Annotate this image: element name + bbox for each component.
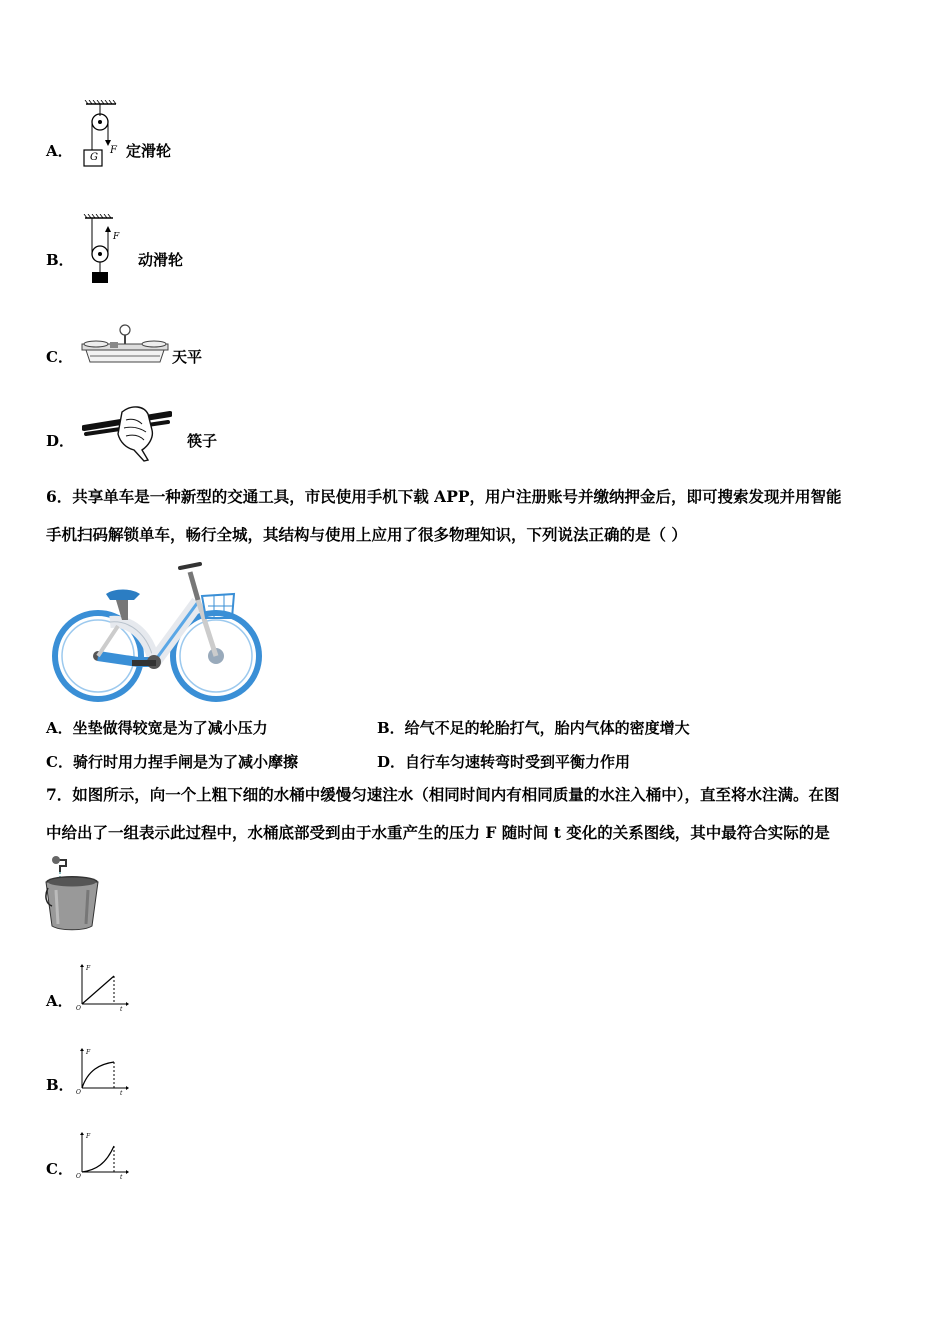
q6-stem-line2: 手机扫码解锁单车，畅行全城，其结构与使用上应用了很多物理知识，下列说法正确的是（ ）	[46, 525, 687, 544]
q6-stem-line1: 6．共享单车是一种新型的交通工具，市民使用手机下载 APP，用户注册账号并缴纳押金后，即可搜索发现并用智能	[46, 487, 842, 506]
q5-option-b-caption: 动滑轮	[138, 251, 184, 269]
q7-stem-line2: 中给出了一组表示此过程中，水桶底部受到由于水重产生的压力 F 随时间 t 变化的关系图线，其中最符合实际的是	[46, 823, 830, 842]
chopsticks-hand-figure	[82, 404, 172, 462]
graph-concave-up	[74, 1130, 130, 1180]
bucket-with-faucet-figure	[44, 854, 104, 932]
q5-option-c-caption: 天平	[172, 348, 203, 366]
q7-stem-line1: 7．如图所示，向一个上粗下细的水桶中缓慢匀速注水（相同时间内有相同质量的水注入桶中），直至将水注满。在图	[46, 785, 840, 804]
q5-option-c-letter: C．	[46, 348, 73, 366]
graph-a-x-label: t	[120, 1006, 123, 1012]
graph-b-x-label: t	[120, 1090, 123, 1096]
q5-option-d-caption: 筷子	[187, 432, 218, 450]
movable-pulley-figure	[83, 214, 120, 286]
graph-c-x-label: t	[120, 1174, 123, 1180]
q5-option-a-letter: A．	[46, 142, 73, 160]
graph-b-y-label: F	[86, 1049, 91, 1056]
fixed-pulley-weight-label: G	[90, 152, 98, 163]
q6-option-c: C．骑行时用力捏手闸是为了减小摩擦	[46, 753, 298, 771]
q7-option-a-letter: A．	[46, 992, 73, 1010]
q5-option-d-letter: D．	[46, 432, 75, 450]
fixed-pulley-figure	[80, 100, 122, 172]
movable-pulley-force-label: F	[113, 232, 120, 242]
q5-option-a-caption: 定滑轮	[126, 142, 172, 160]
q6-option-a: A．坐垫做得较宽是为了减小压力	[46, 719, 268, 737]
graph-concave-down	[74, 1046, 130, 1096]
graph-linear	[74, 962, 130, 1012]
q7-option-c-letter: C．	[46, 1160, 73, 1178]
balance-scale-figure	[80, 322, 170, 366]
graph-a-y-label: F	[86, 965, 91, 972]
q5-option-b-letter: B．	[46, 251, 74, 269]
q6-option-d: D．自行车匀速转弯时受到平衡力作用	[377, 753, 631, 771]
graph-a-origin-label: O	[76, 1005, 81, 1012]
graph-c-origin-label: O	[76, 1173, 81, 1180]
fixed-pulley-force-label: F	[110, 145, 117, 156]
q7-option-b-letter: B．	[46, 1076, 74, 1094]
graph-b-origin-label: O	[76, 1089, 81, 1096]
shared-bicycle-figure	[48, 560, 263, 702]
q6-option-b: B．给气不足的轮胎打气，胎内气体的密度增大	[377, 719, 690, 737]
graph-c-y-label: F	[86, 1133, 91, 1140]
